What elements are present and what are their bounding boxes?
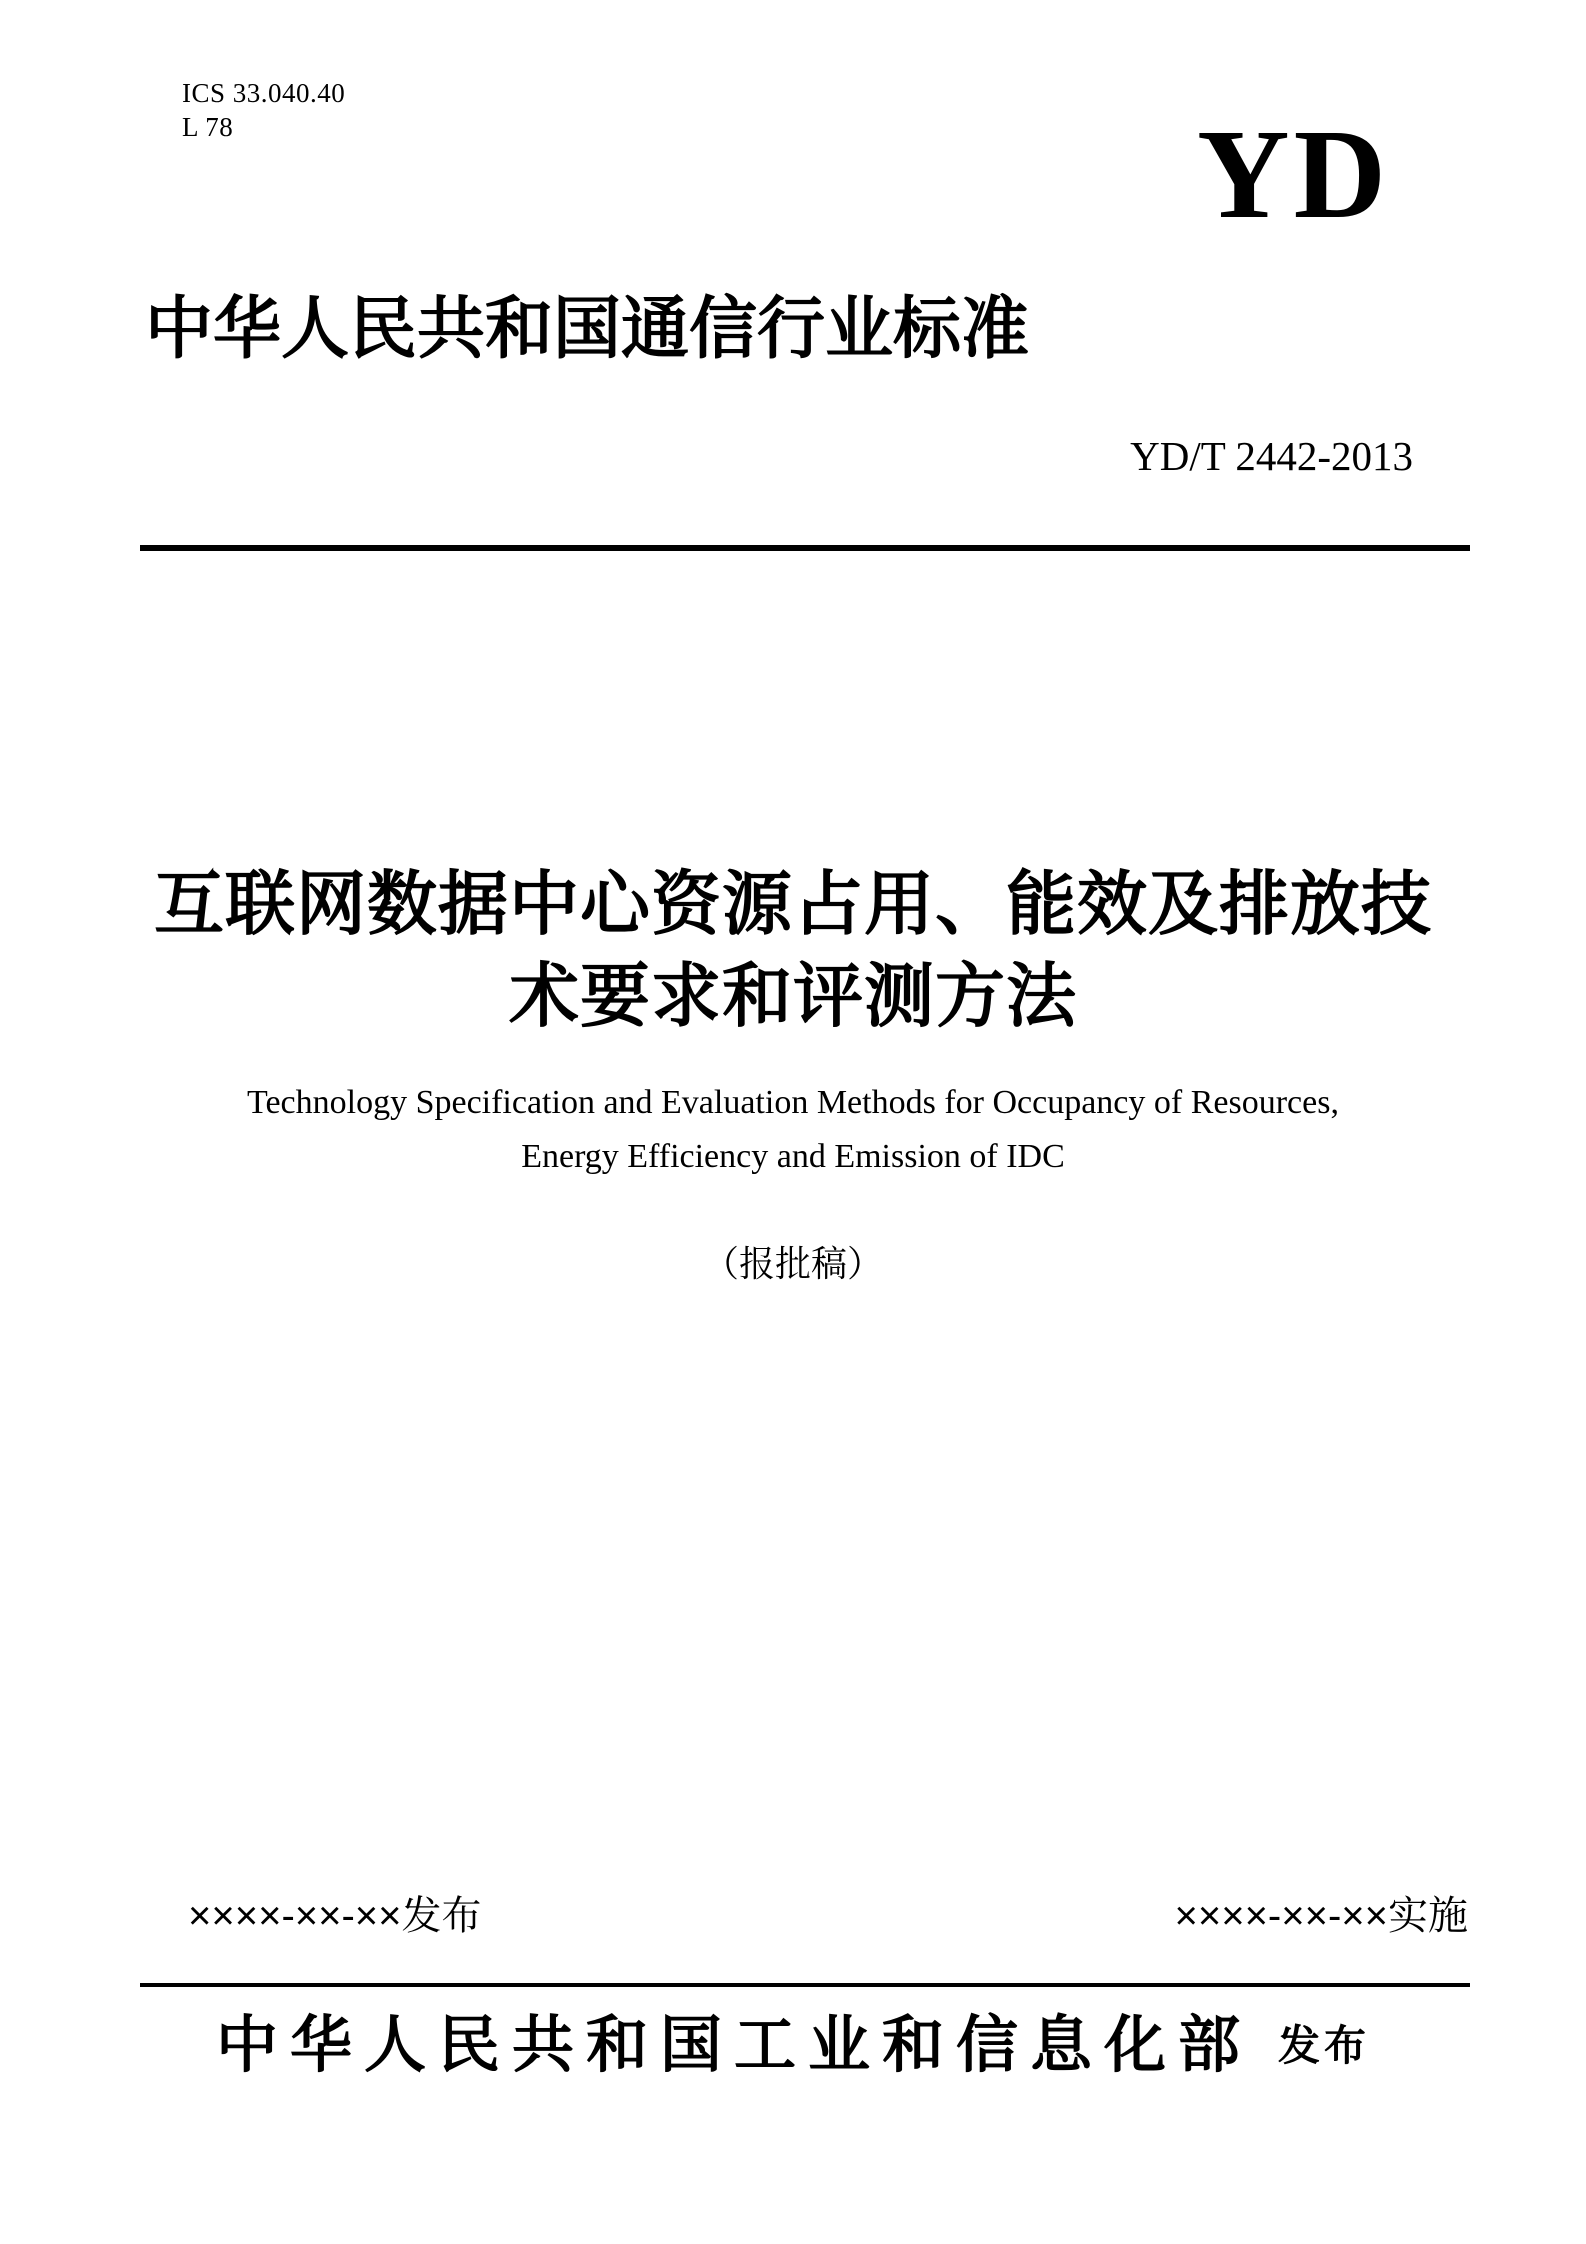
header-divider-rule [140,545,1470,551]
standard-number: YD/T 2442-2013 [1130,433,1413,479]
ics-code: ICS 33.040.40 [182,78,346,108]
document-title-en-line2: Energy Efficiency and Emission of IDC [521,1138,1065,1175]
implementation-date: ××××-××-××实施 [1174,1894,1468,1938]
issuing-body: 中华人民共和国工业和信息化部 [215,2011,1252,2080]
document-title-en [0,1076,1586,1184]
issue-action-label: 发布 [1278,2022,1371,2069]
standard-category-heading: 中华人民共和国通信行业标准 [145,291,1030,367]
footer-divider-rule [140,1983,1470,1987]
release-date: ××××-××-××发布 [188,1894,482,1938]
dates-row [188,1894,1468,1938]
document-title-cn-line2: 术要求和评测方法 [509,957,1077,1035]
document-title-cn [0,858,1586,1042]
document-classification-code: L 78 [182,112,234,142]
draft-status-note: （报批稿） [702,1244,883,1284]
yd-standard-logo: YD [1197,103,1390,245]
document-title-en-line1: Technology Specification and Evaluation Methods for Occupancy of Resources, [247,1084,1339,1121]
document-title-cn-line1: 互联网数据中心资源占用、能效及排放技 [154,865,1432,943]
publisher-row [0,2012,1586,2080]
ics-classification-block [182,76,345,144]
